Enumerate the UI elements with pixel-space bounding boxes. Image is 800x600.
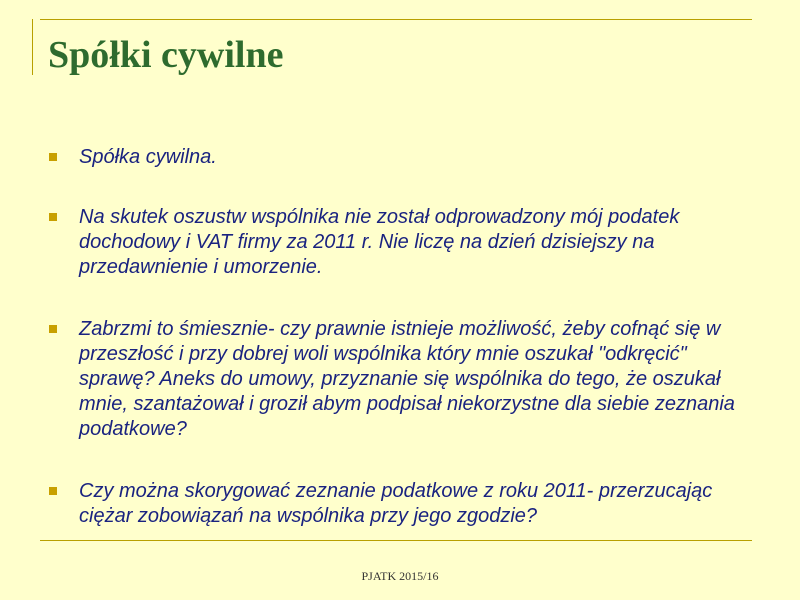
slide-title: Spółki cywilne [48,34,284,76]
square-bullet-icon [49,325,57,333]
square-bullet-icon [49,153,57,161]
bullet-text: Czy można skorygować zeznanie podatkowe z roku 2011- przerzucając ciężar zobowiązań na wspólnika przy jego zgodzie? [79,480,713,527]
bullet-text: Na skutek oszustw wspólnika nie został odprowadzony mój podatek dochodowy i VAT firmy za 2011 r. Nie liczę na dzień dzisiejszy na przedawnienie i umorzenie. [79,206,680,278]
bullet-text: Spółka cywilna. [79,146,217,168]
slide-footer: PJATK 2015/16 [361,569,439,583]
bottom-divider [40,540,752,541]
square-bullet-icon [49,213,57,221]
bullet-text: Zabrzmi to śmiesznie- czy prawnie istnieje możliwość, żeby cofnąć się w przeszłość i przy dobrej woli wspólnika który mnie oszukał "odkręcić" sprawę? Aneks do umowy, przyznanie się wspólnika do tego, że oszukał mnie, szantażował i groził abym podpisał niekorzystne dla siebie zeznania podatkowe? [79,318,735,440]
square-bullet-icon [49,487,57,495]
